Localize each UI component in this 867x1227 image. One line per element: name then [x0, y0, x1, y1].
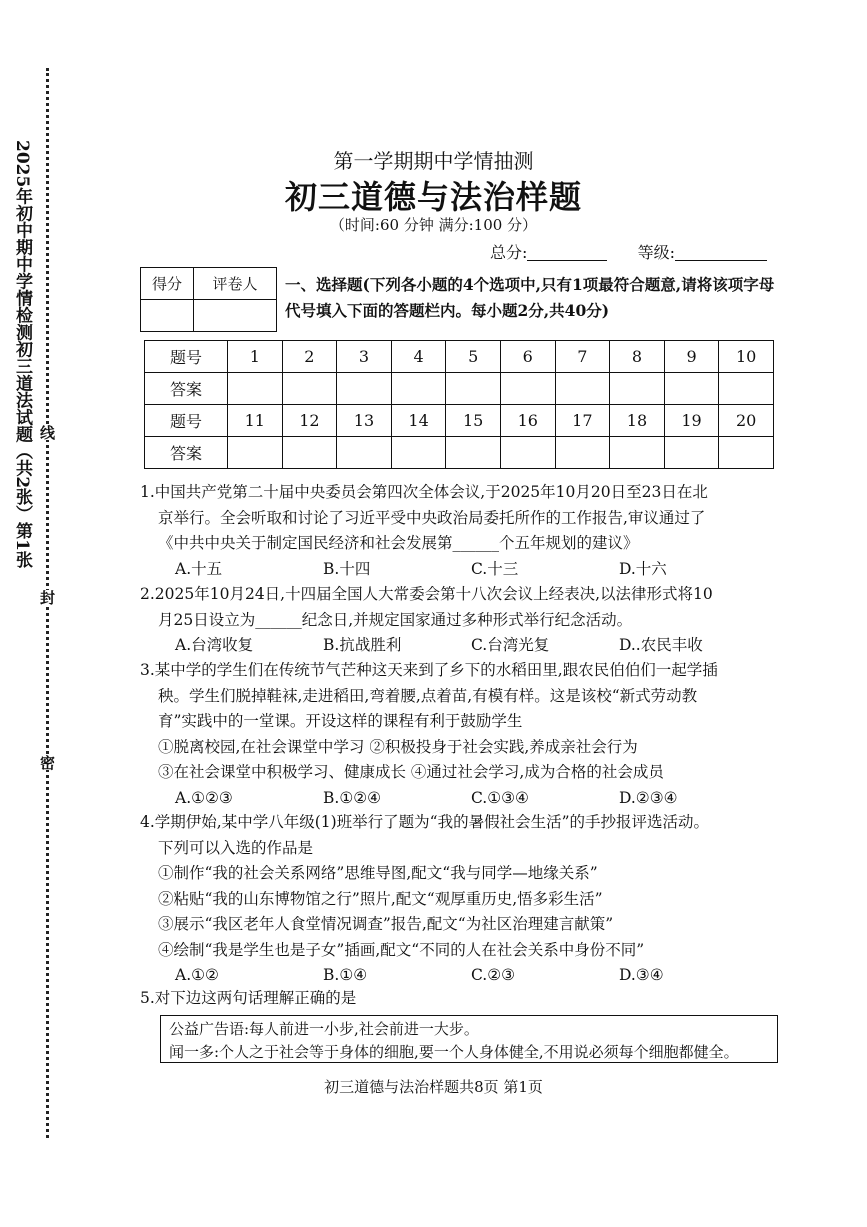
answer-cell[interactable] [337, 437, 392, 469]
question-line: 《中共中央关于制定国民经济和社会发展第______个五年规划的建议》 [158, 534, 639, 552]
score-line [490, 240, 767, 263]
score-cell[interactable] [141, 300, 194, 332]
question-4 [140, 810, 790, 989]
question-number: 19 [664, 405, 719, 437]
quote-line-2: 闻一多:个人之于社会等于身体的细胞,要一个人身体健全,不用说必须每个细胞都健全。 [169, 1043, 739, 1061]
total-score-label: 总分: [490, 243, 528, 262]
question-number: 18 [610, 405, 665, 437]
answer-row-2 [145, 437, 774, 469]
quote-line-1: 公益广告语:每人前进一小步,社会前进一大步。 [169, 1020, 479, 1038]
exam-subtitle: 第一学期期中学情抽测 [333, 149, 534, 173]
answer-cell[interactable] [282, 373, 337, 405]
question-number: 16 [500, 405, 555, 437]
exam-time-info: （时间:60 分钟 满分:100 分） [329, 216, 538, 234]
question-line: 秧。学生们脱掉鞋袜,走进稻田,弯着腰,点着苗,有模有样。这是该校“新式劳动教 [158, 686, 698, 705]
question-line: ①脱离校园,在社会课堂中学习 ②积极投身于社会实践,养成亲社会行为 [158, 737, 638, 756]
number-label: 题号 [145, 341, 228, 373]
option-a[interactable]: A.十五 [175, 559, 223, 578]
answer-cell[interactable] [228, 437, 283, 469]
option-d[interactable]: D.②③④ [619, 788, 678, 807]
option-b[interactable]: B.十四 [323, 559, 371, 578]
option-b[interactable]: B.①②④ [323, 788, 382, 807]
page-footer: 初三道德与法治样题共8页 第1页 [324, 1078, 543, 1096]
question-number: 20 [719, 405, 774, 437]
answer-cell[interactable] [446, 373, 501, 405]
question-line: 下列可以入选的作品是 [158, 838, 314, 857]
answer-cell[interactable] [555, 373, 610, 405]
option-a[interactable]: A.①② [175, 966, 219, 984]
answer-cell[interactable] [719, 373, 774, 405]
option-b[interactable]: B.抗战胜利 [323, 636, 402, 654]
side-mark-line: 线 [38, 425, 56, 440]
section-instructions: 一、选择题(下列各小题的4个选项中,只有1项最符合题意,请将该项字母代号填入下面的答题栏内。每小题2分,共40分) [285, 275, 775, 320]
question-line: 月25日设立为______纪念日,并规定国家通过多种形式举行纪念活动。 [158, 610, 633, 629]
question-line: 5.对下边这两句话理解正确的是 [140, 989, 357, 1007]
quote-box [160, 1015, 778, 1063]
option-a[interactable]: A.台湾收复 [175, 636, 254, 654]
answer-cell[interactable] [664, 437, 719, 469]
question-line: 京举行。全会听取和讨论了习近平受中央政治局委托所作的工作报告,审议通过了 [158, 508, 706, 527]
question-number: 4 [391, 341, 446, 373]
option-b[interactable]: B.①④ [323, 966, 368, 984]
answer-cell[interactable] [610, 437, 665, 469]
answer-cell[interactable] [282, 437, 337, 469]
answer-cell[interactable] [664, 373, 719, 405]
answer-row-1 [145, 373, 774, 405]
answer-grid [144, 340, 774, 469]
option-c[interactable]: C.②③ [471, 966, 516, 984]
question-number: 12 [282, 405, 337, 437]
option-d[interactable]: D.十六 [619, 559, 667, 578]
answer-cell[interactable] [555, 437, 610, 469]
option-c[interactable]: C.十三 [471, 559, 519, 578]
option-d[interactable]: D.③④ [619, 966, 664, 984]
grader-box [140, 267, 277, 332]
answer-cell[interactable] [391, 373, 446, 405]
question-number: 6 [500, 341, 555, 373]
grade-label: 等级: [637, 243, 675, 262]
question-number: 5 [446, 341, 501, 373]
option-c[interactable]: C.①③④ [471, 788, 529, 807]
answer-cell[interactable] [446, 437, 501, 469]
option-row [140, 633, 790, 659]
number-row-2 [145, 405, 774, 437]
answer-label: 答案 [145, 437, 228, 469]
question-number: 14 [391, 405, 446, 437]
question-5 [140, 986, 790, 1012]
answer-cell[interactable] [500, 437, 555, 469]
question-line: ④绘制“我是学生也是子女”插画,配文“不同的人在社会关系中身份不同” [158, 940, 645, 959]
question-number: 17 [555, 405, 610, 437]
answer-label: 答案 [145, 373, 228, 405]
side-mark-bind: 封 [38, 590, 56, 605]
exam-title: 初三道德与法治样题 [284, 178, 582, 216]
question-2 [140, 582, 790, 659]
answer-cell[interactable] [610, 373, 665, 405]
option-a[interactable]: A.①②③ [175, 788, 233, 807]
question-line: 2.2025年10月24日,十四届全国人大常委会第十八次会议上经表决,以法律形式将10 [140, 585, 713, 603]
answer-cell[interactable] [500, 373, 555, 405]
question-number: 9 [664, 341, 719, 373]
reviewer-cell[interactable] [194, 300, 277, 332]
question-line: ①制作“我的社会关系网络”思维导图,配文“我与同学—地缘关系” [158, 864, 598, 882]
question-number: 3 [337, 341, 392, 373]
side-mark-seal: 密 [38, 755, 56, 770]
answer-cell[interactable] [337, 373, 392, 405]
question-number: 1 [228, 341, 283, 373]
answer-cell[interactable] [719, 437, 774, 469]
side-exam-title: 2025年初中期中学情检测初三道法试题（共2张）第1张 [12, 140, 32, 568]
question-number: 11 [228, 405, 283, 437]
answer-cell[interactable] [391, 437, 446, 469]
question-line: 4.学期伊始,某中学八年级(1)班举行了题为“我的暑假社会生活”的手抄报评选活动。 [140, 813, 710, 831]
question-1 [140, 480, 790, 582]
question-line: 1.中国共产党第二十届中央委员会第四次全体会议,于2025年10月20日至23日在北 [140, 483, 708, 501]
question-number: 15 [446, 405, 501, 437]
option-d[interactable]: D..农民丰收 [619, 636, 703, 654]
question-line: ②粘贴“我的山东博物馆之行”照片,配文“观厚重历史,悟多彩生活” [158, 889, 603, 908]
grade-blank[interactable] [675, 246, 767, 261]
total-score-blank[interactable] [527, 246, 607, 261]
option-row [140, 557, 790, 583]
question-number: 13 [337, 405, 392, 437]
number-row-1 [145, 341, 774, 373]
question-3 [140, 658, 790, 811]
question-number: 10 [719, 341, 774, 373]
number-label: 题号 [145, 405, 228, 437]
reviewer-label: 评卷人 [194, 268, 277, 300]
question-line: ③展示“我区老年人食堂情况调查”报告,配文“为社区治理建言献策” [158, 915, 614, 933]
question-line: ③在社会课堂中积极学习、健康成长 ④通过社会学习,成为合格的社会成员 [158, 763, 664, 781]
question-number: 8 [610, 341, 665, 373]
question-number: 2 [282, 341, 337, 373]
question-line: 育”实践中的一堂课。开设这样的课程有利于鼓励学生 [158, 712, 523, 730]
answer-cell[interactable] [228, 373, 283, 405]
option-row [140, 963, 790, 989]
option-c[interactable]: C.台湾光复 [471, 636, 550, 654]
question-number: 7 [555, 341, 610, 373]
question-line: 3.某中学的学生们在传统节气芒种这天来到了乡下的水稻田里,跟农民伯伯们一起学插 [140, 661, 718, 679]
score-label: 得分 [141, 268, 194, 300]
option-row [140, 786, 790, 812]
